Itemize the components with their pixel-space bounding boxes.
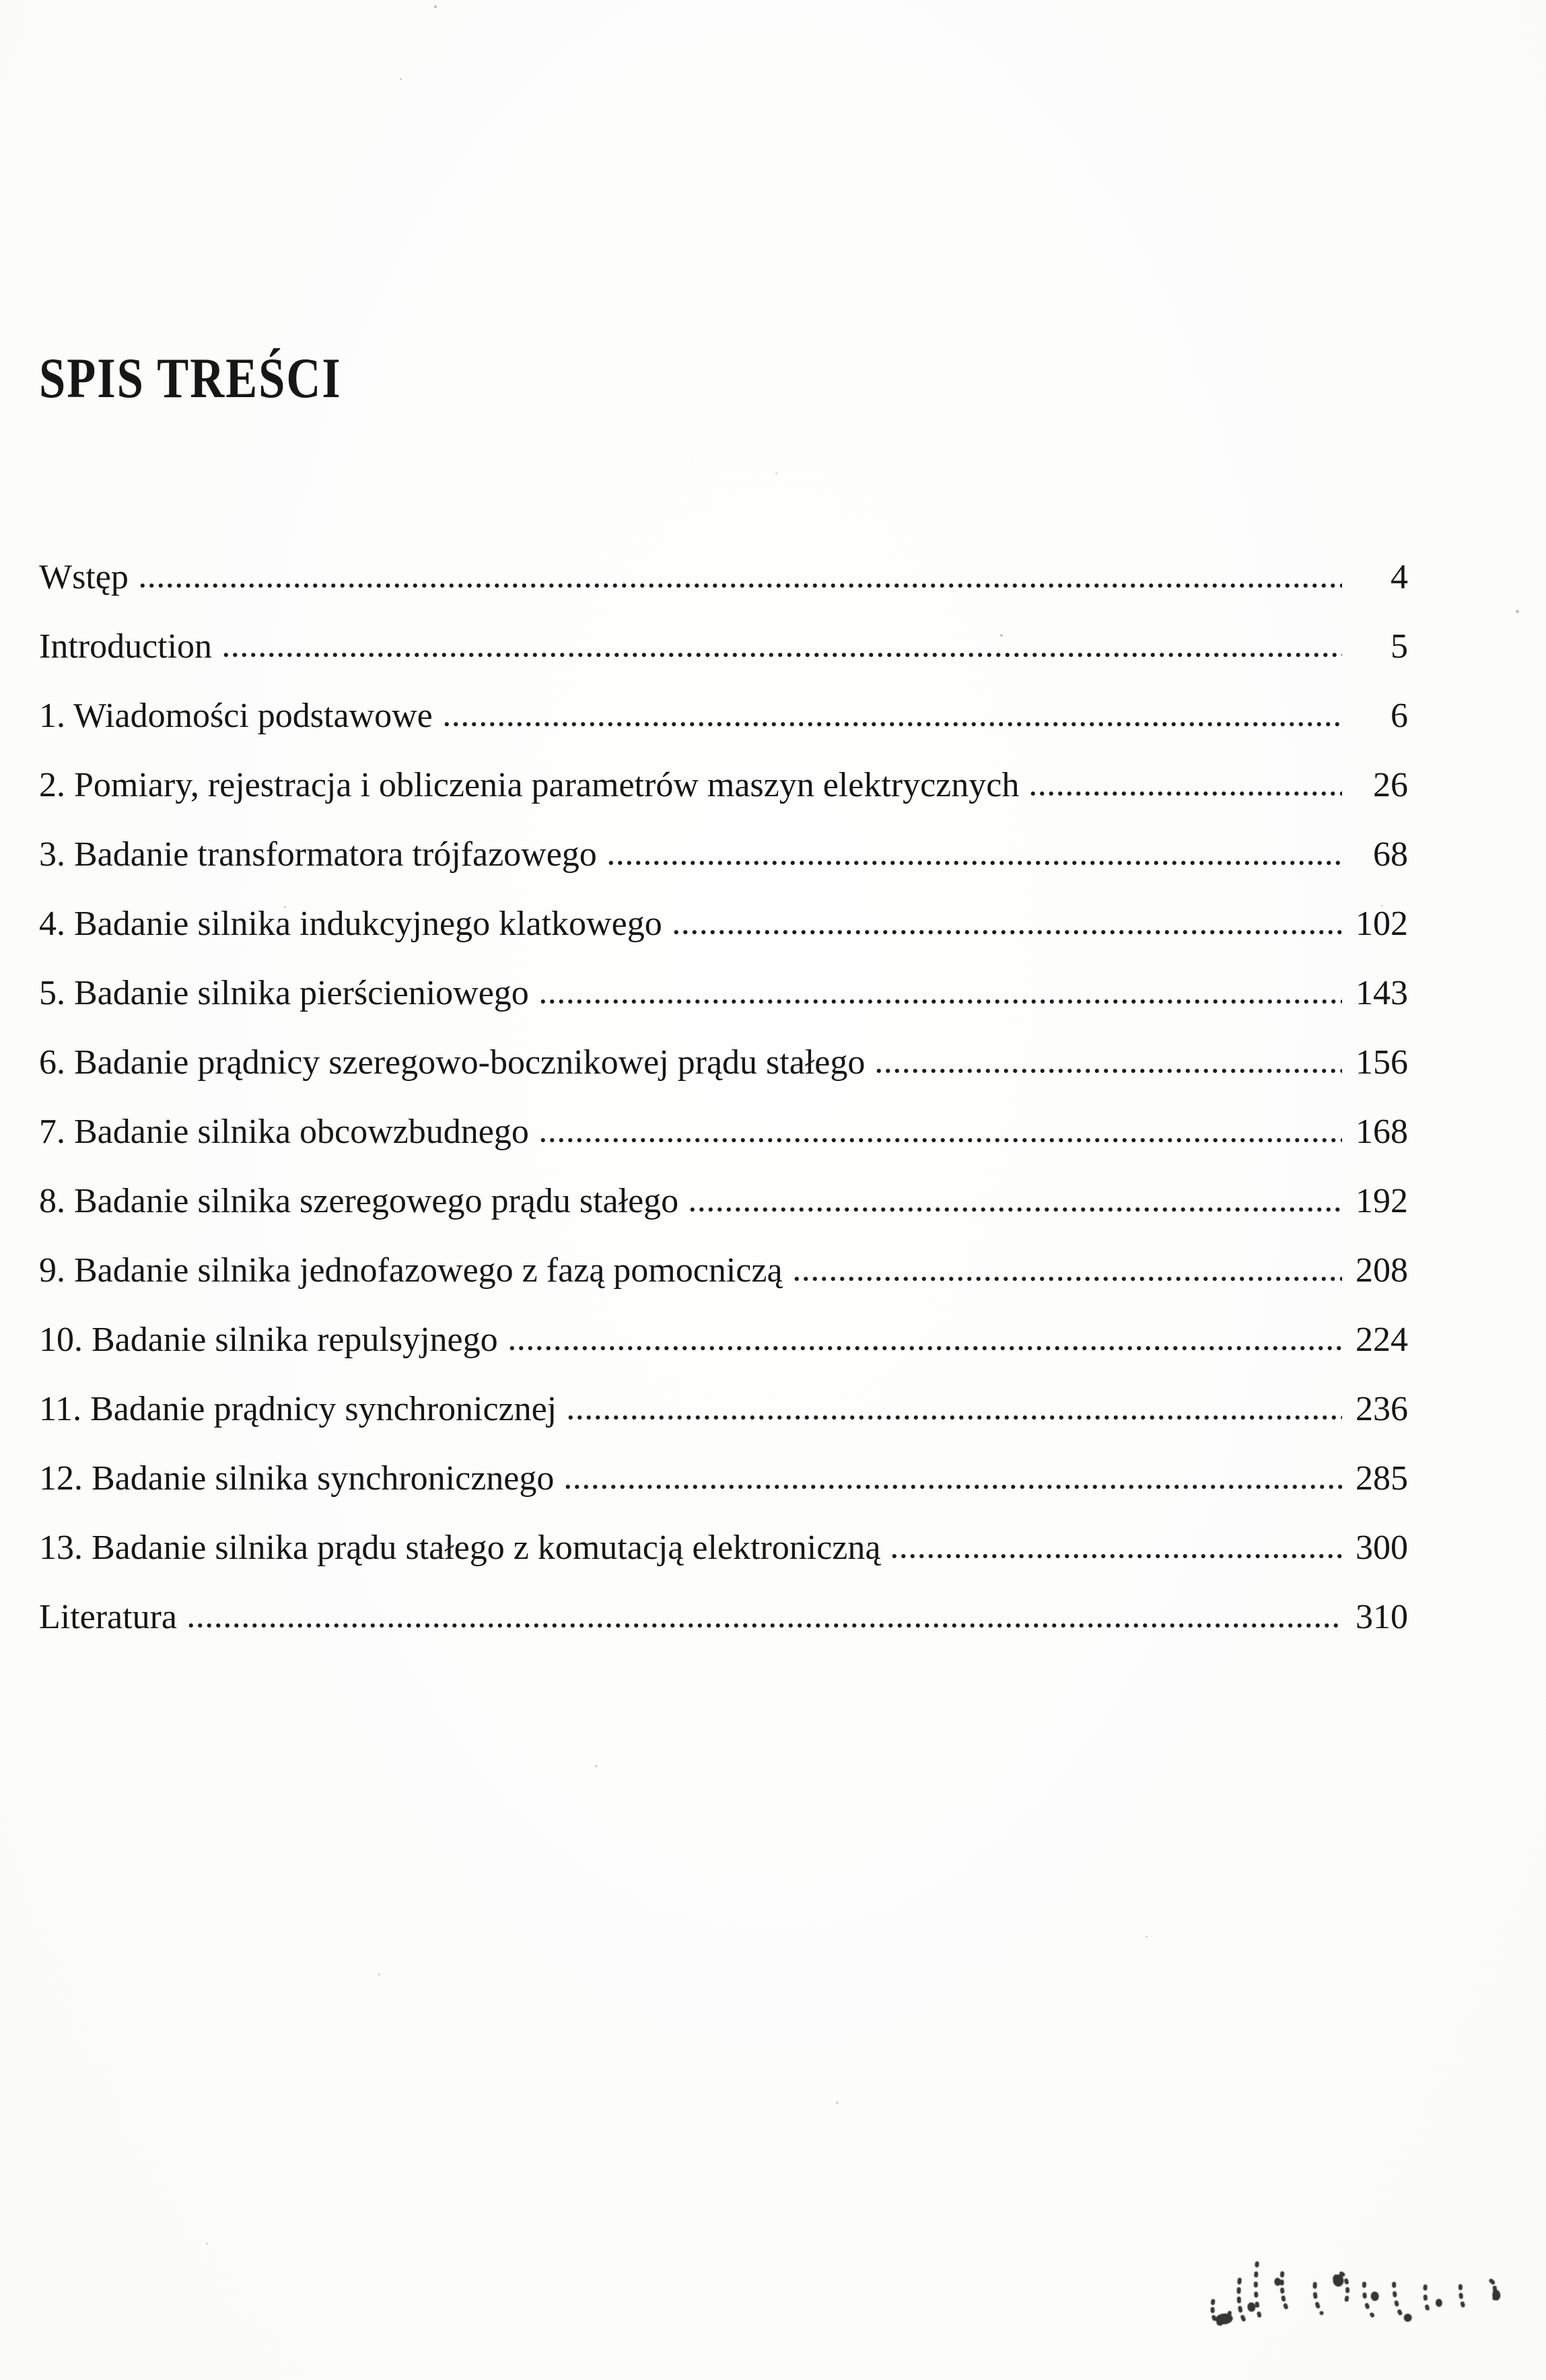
dotted-leader <box>563 1484 1342 1490</box>
toc-entry-label: Introduction <box>39 627 213 666</box>
toc-entry <box>39 1597 1408 1667</box>
toc-entry <box>39 1251 1408 1320</box>
toc-entry-label: 8. Badanie silnika szeregowego prądu stałego <box>39 1182 679 1220</box>
dotted-leader <box>874 1068 1342 1074</box>
toc-entry-page: 236 <box>1356 1390 1408 1428</box>
toc-entry-page: 224 <box>1356 1321 1408 1359</box>
dotted-leader <box>566 1415 1342 1420</box>
toc-entry <box>39 1389 1408 1459</box>
dotted-leader <box>221 652 1342 658</box>
toc-entry <box>39 973 1408 1043</box>
toc-entry-page: 300 <box>1356 1529 1408 1567</box>
toc-entry-label: 1. Wiadomości podstawowe <box>39 697 433 735</box>
dotted-leader <box>442 722 1342 727</box>
scan-speck <box>1146 1936 1148 1938</box>
scan-speck <box>775 473 777 475</box>
toc-entry-page: 26 <box>1373 766 1408 804</box>
toc-list <box>39 557 1408 1667</box>
toc-entry <box>39 1181 1408 1251</box>
toc-entry-label: 13. Badanie silnika prądu stałego z komutacją elektroniczną <box>39 1529 881 1567</box>
toc-entry-page: 143 <box>1356 974 1408 1012</box>
dotted-leader <box>186 1623 1342 1628</box>
toc-entry-label: 9. Badanie silnika jednofazowego z fazą pomocniczą <box>39 1251 783 1290</box>
toc-entry-label: 4. Badanie silnika indukcyjnego klatkowego <box>39 905 662 943</box>
toc-entry-page: 68 <box>1373 835 1408 874</box>
dotted-leader <box>890 1553 1342 1559</box>
ink-smudge <box>1193 2214 1520 2369</box>
scan-speck <box>434 5 437 8</box>
toc-entry <box>39 1320 1408 1389</box>
toc-entry-page: 156 <box>1356 1043 1408 1082</box>
toc-entry-label: 2. Pomiary, rejestracja i obliczenia parametrów maszyn elektrycznych <box>39 766 1020 804</box>
toc-entry-page: 208 <box>1356 1251 1408 1290</box>
scan-speck <box>595 1765 598 1768</box>
scan-speck <box>400 78 402 80</box>
toc-entry <box>39 904 1408 973</box>
toc-entry-page: 168 <box>1356 1113 1408 1151</box>
toc-entry-label: 7. Badanie silnika obcowzbudnego <box>39 1113 529 1151</box>
toc-entry <box>39 835 1408 904</box>
toc-entry-page: 5 <box>1391 627 1408 666</box>
dotted-leader <box>538 1138 1342 1143</box>
toc-entry <box>39 557 1408 627</box>
toc-entry-page: 192 <box>1356 1182 1408 1220</box>
scan-speck <box>1381 905 1383 907</box>
scan-speck <box>836 2101 839 2104</box>
toc-entry <box>39 696 1408 765</box>
toc-entry-label: 3. Badanie transformatora trójfazowego <box>39 835 597 874</box>
dotted-leader <box>688 1207 1342 1212</box>
dotted-leader <box>672 930 1342 935</box>
toc-entry <box>39 1459 1408 1528</box>
page-title <box>39 346 348 411</box>
toc-entry <box>39 627 1408 696</box>
toc-entry-page: 310 <box>1356 1598 1408 1636</box>
scan-speck <box>378 1973 380 1975</box>
scan-speck <box>284 906 286 908</box>
dotted-leader <box>538 999 1342 1004</box>
toc-entry <box>39 1528 1408 1597</box>
dotted-leader <box>792 1276 1342 1282</box>
toc-entry-page: 285 <box>1356 1459 1408 1498</box>
page-title-text: SPIS TREŚCI <box>39 346 342 410</box>
toc-entry-label: 11. Badanie prądnicy synchronicznej <box>39 1390 557 1428</box>
dotted-leader <box>507 1345 1342 1351</box>
toc-entry-page: 102 <box>1356 905 1408 943</box>
scan-speck <box>1000 634 1003 637</box>
dotted-leader <box>138 583 1342 588</box>
toc-entry-label: 6. Badanie prądnicy szeregowo-bocznikowej prądu stałego <box>39 1043 866 1082</box>
toc-entry <box>39 1043 1408 1112</box>
toc-entry-page: 6 <box>1391 697 1408 735</box>
toc-entry-label: 12. Badanie silnika synchronicznego <box>39 1459 555 1498</box>
toc-entry-label: Wstęp <box>39 558 129 596</box>
toc-entry-label: Literatura <box>39 1598 177 1636</box>
toc-entry-page: 4 <box>1391 558 1408 596</box>
scan-speck <box>1516 610 1519 613</box>
dotted-leader <box>606 860 1342 866</box>
toc-entry-label: 5. Badanie silnika pierścieniowego <box>39 974 529 1012</box>
toc-entry <box>39 765 1408 835</box>
dotted-leader <box>1028 791 1342 796</box>
toc-entry-label: 10. Badanie silnika repulsyjnego <box>39 1321 498 1359</box>
toc-entry <box>39 1112 1408 1181</box>
scan-speck <box>206 2243 208 2245</box>
